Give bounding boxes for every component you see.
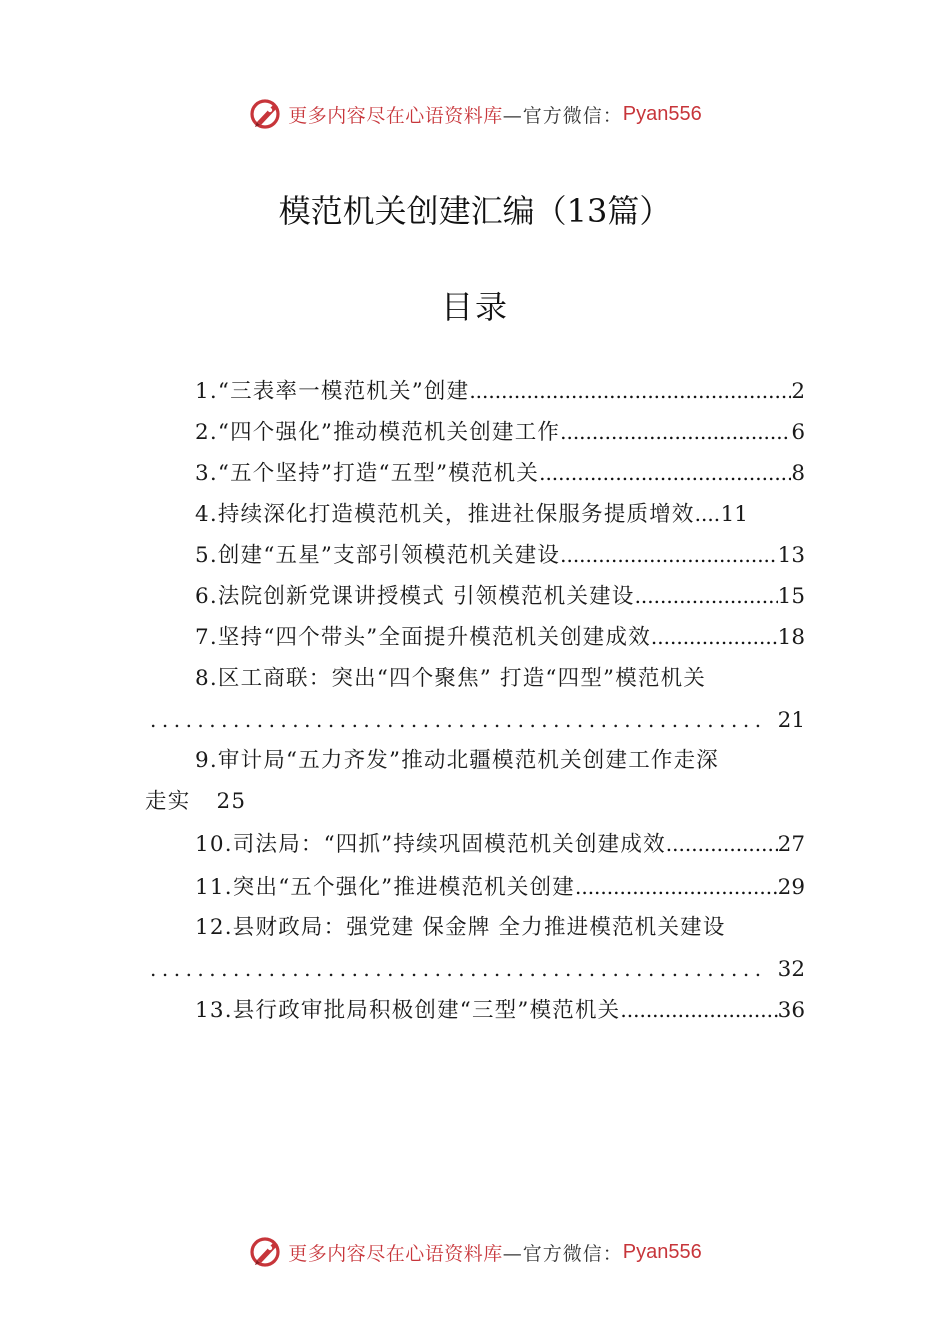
toc-item-page: 29 (777, 875, 805, 900)
toc-item-9[interactable] (195, 744, 805, 778)
toc-item-title: 10.司法局：“四抓”持续巩固模范机关创建成效 (195, 832, 666, 857)
toc-item-8[interactable] (195, 662, 805, 696)
toc-item-title: 7.坚持“四个带头”全面提升模范机关创建成效 (195, 625, 651, 650)
toc-item-2[interactable] (195, 415, 805, 449)
toc-item-page: 21 (777, 708, 805, 733)
toc-item-6[interactable] (195, 579, 805, 613)
toc-item-page: 8 (791, 461, 805, 486)
toc-item-1[interactable] (195, 374, 805, 408)
toc-item-title-line2: 走实 (145, 789, 191, 814)
toc-item-title-line1: 9.审计局“五力齐发”推动北疆模范机关创建工作走深 (195, 748, 719, 773)
toc-item-11[interactable] (195, 870, 805, 904)
footer-banner (0, 1232, 950, 1272)
toc-item-page: 32 (777, 957, 805, 982)
toc-item-title: 1.“三表率一模范机关”创建 (195, 379, 470, 404)
leader-dots (575, 870, 778, 904)
leader-dots (539, 456, 791, 490)
leader-dots (469, 374, 791, 408)
toc-item-page: 6 (791, 420, 805, 445)
toc-item-page: 11 (720, 502, 748, 527)
leader-dots (695, 497, 721, 531)
toc-item-page: 2 (791, 379, 805, 404)
banner-wechat-id: Pyan556 (622, 1240, 702, 1263)
banner-library-text: 更多内容尽在心语资料库 (288, 104, 503, 127)
toc-item-title: 11.突出“五个强化”推进模范机关创建 (195, 875, 575, 900)
toc-item-title: 12.县财政局：强党建 保金牌 全力推进模范机关建设 (195, 915, 726, 940)
toc-item-title: 3.“五个坚持”打造“五型”模范机关 (195, 461, 540, 486)
banner-wechat-label: —官方微信： (502, 104, 623, 127)
toc-item-13[interactable] (195, 993, 805, 1027)
leader-dots (150, 952, 760, 986)
toc-item-3[interactable] (195, 456, 805, 490)
toc-item-12-leader (150, 952, 805, 986)
toc-item-page: 36 (777, 998, 805, 1023)
toc-item-10[interactable] (195, 827, 805, 861)
toc-item-title: 4.持续深化打造模范机关，推进社保服务提质增效 (195, 502, 695, 527)
leader-dots (560, 415, 791, 449)
document-title: 模范机关创建汇编（13篇） (278, 192, 672, 230)
toc-item-9-cont (145, 785, 805, 819)
toc-item-page: 25 (216, 789, 247, 814)
toc-item-page: 18 (777, 625, 805, 650)
banner-wechat-label: —官方微信： (502, 1242, 623, 1265)
toc-item-title: 8.区工商联：突出“四个聚焦” 打造“四型”模范机关 (195, 666, 707, 691)
leader-dots (620, 993, 777, 1027)
toc-item-4[interactable] (195, 497, 805, 531)
toc-item-title: 5.创建“五星”支部引领模范机关建设 (195, 543, 561, 568)
toc-item-5[interactable] (195, 538, 805, 572)
toc-item-title: 2.“四个强化”推动模范机关创建工作 (195, 420, 561, 445)
leader-dots (560, 538, 778, 572)
toc-item-12[interactable] (195, 911, 805, 945)
toc-item-page: 13 (777, 543, 805, 568)
banner-wechat-id: Pyan556 (622, 102, 702, 125)
leader-dots (666, 827, 778, 861)
leader-dots (150, 703, 760, 737)
leader-dots (651, 620, 778, 654)
toc-item-8-leader (150, 703, 805, 737)
pen-logo-icon (248, 1234, 284, 1270)
toc-item-title: 6.法院创新党课讲授模式 引领模范机关建设 (195, 584, 635, 609)
toc-item-title: 13.县行政审批局积极创建“三型”模范机关 (195, 998, 621, 1023)
toc-item-page: 27 (777, 832, 805, 857)
toc-item-page: 15 (777, 584, 805, 609)
leader-dots (635, 579, 778, 613)
toc-item-7[interactable] (195, 620, 805, 654)
banner-library-text: 更多内容尽在心语资料库 (288, 1242, 503, 1265)
toc-heading: 目录 (440, 288, 509, 326)
